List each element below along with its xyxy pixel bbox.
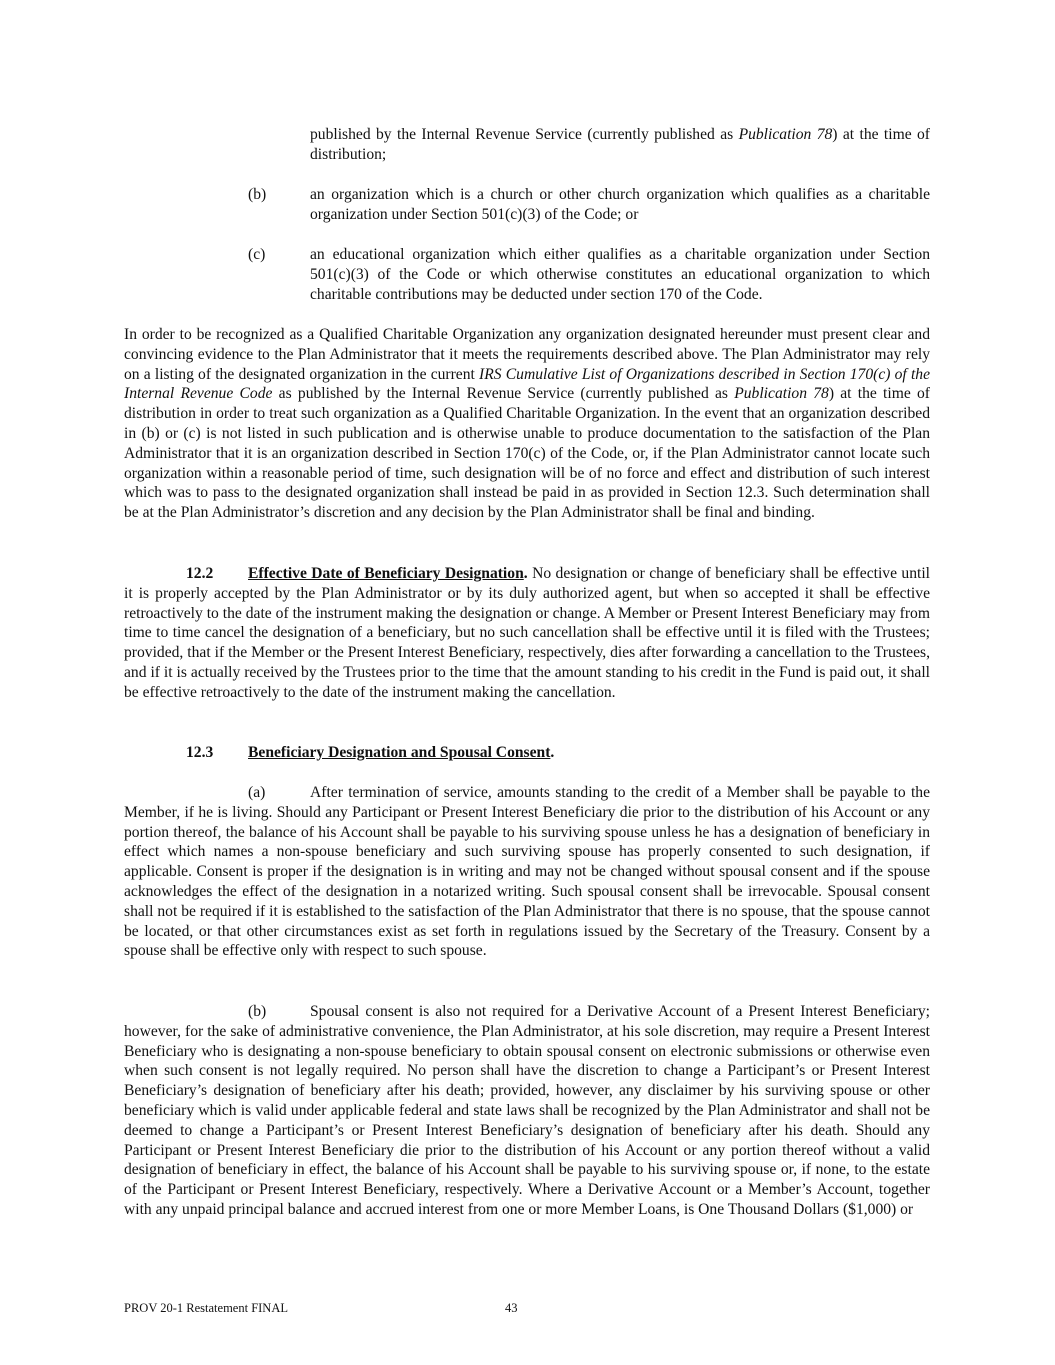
section-12-3-title: 12.3 Beneficiary Designation and Spousal Consent. [186,744,555,761]
footer-doc-id: PROV 20-1 Restatement FINAL [124,1301,288,1315]
section-12-3-heading: Beneficiary Designation and Spousal Consent [248,744,551,761]
continuation-text: published by the Internal Revenue Service (currently published as [310,126,739,143]
section-12-2: 12.2 Effective Date of Beneficiary Designation. No designation or change of beneficiary shall be effective until it is properly accepted by the Plan Administrator or by its duly authorized agent, but when so accepted it shall be effective retroactively to the date of the instrument making the designation or change. A Member or Present Interest Beneficiary may from time to time cancel the designation of a beneficiary, but no such cancellation shall be effective until it is filed with the Trustees; provided, that if the Member or the Present Interest Beneficiary, respectively, dies after forwarding a cancellation to the Trustees, and if it is actually received by the Trustees prior to the time that the amount standing to his credit in the Fund is paid out, it shall be effective retroactively to the date of the instrument making the cancellation. [124,565,930,701]
item-c-marker: (c) [248,246,266,263]
section-12-3-a [124,783,930,961]
section-12-2-body: No designation or change of beneficiary shall be effective until it is properly accepted by the Plan Administrator or by its duly authorized agent, but when so accepted it shall be effective retroactively to the date of the instrument making the designation or change. A Member or Present Interest Beneficiary may from time to time cancel the designation of a beneficiary, but no such cancellation shall be effective until it is filed with the Trustees; provided, that if the Member or the Present Interest Beneficiary, respectively, dies after forwarding a cancellation to the Trustees, and if it is actually received by the Trustees prior to the time that the amount standing to his credit in the Fund is paid out, it shall be effective retroactively to the date of the instrument making the cancellation. [124,565,930,701]
continuation-italic: Publication 78 [738,126,833,143]
publication-title: Publication 78 [734,385,829,403]
recognition-paragraph: In order to be recognized as a Qualified Charitable Organization any organization designated hereunder must present clear and convincing evidence to the Plan Administrator that it meets the requirements described above. The Plan Administrator may rely on a listing of the designated organization in the current IRS Cumulative List of Organizations described in Section 170(c) of the Internal Revenue Code as published by the Internal Revenue Service (currently published as Publication 78) at the time of distribution in order to treat such organization as a Qualified Charitable Organization. In the event that an organization described in (b) or (c) is not listed in such publication and is otherwise unable to produce documentation to the satisfaction of the Plan Administrator that it is an organization described in Section 170(c) of the Code, or, if the Plan Administrator cannot locate such organization within a reasonable period of time, such designation will be of no force and effect and distribution of such interest which was to pass to the designated organization shall instead be paid in as provided in Section 12.3. Such determination shall be at the Plan Administrator’s discretion and any decision by the Plan Administrator shall be final and binding. [124,326,930,522]
sub-b-text: Spousal consent is also not required for a Derivative Account of a Present Interest Beneficiary; however, for the sake of administrative convenience, the Plan Administrator, at his sole discretion, may require a Present Interest Beneficiary who is designating a non-spouse beneficiary to obtain spousal consent on electronic submissions or otherwise even when such consent is not legally required. No person shall have the discretion to change a Participant’s or Present Interest Beneficiary’s designation of beneficiary after his death; provided, however, any disclaimer by his surviving spouse or other beneficiary which is valid under applicable federal and state laws shall be recognized by the Plan Administrator and shall not be deemed to change a Participant’s or Present Interest Beneficiary’s designation of beneficiary after his death. Should any Participant or Present Interest Beneficiary die prior to the distribution of his Account or any portion thereof without a valid designation of beneficiary in effect, the balance of his Account shall be payable to his surviving spouse or, if none, to the estate of the Participant or Present Interest Beneficiary, respectively. Where a Derivative Account or a Member’s Account, together with any unpaid principal balance and accrued interest from one or more Member Loans, is One Thousand Dollars ($1,000) or [124,1003,930,1218]
continuation-item-a [310,125,930,165]
item-c-text: an educational organization which either qualifies as a charitable organization under Section 501(c)(3) of the Code or which otherwise constitutes an educational organization to which charitable contributions may be deducted under section 170 of the Code. [310,246,930,303]
section-12-3-number: 12.3 [186,744,214,761]
continuation-text-end: ) at the time of distribution; [310,126,930,163]
section-12-2-number: 12.2 [186,565,214,582]
item-b-marker: (b) [248,186,267,203]
section-12-3-b [124,1002,930,1220]
irs-list-title: IRS Cumulative List of Organizations described in Section 170(c) of the Internal Revenue Code [124,365,930,403]
item-b-text: an organization which is a church or other church organization which qualifies as a charitable organization under Section 501(c)(3) of the Code; or [310,186,930,223]
sub-b-marker: (b) [248,1003,267,1020]
footer-page-number: 43 [505,1301,518,1315]
section-12-2-heading: Effective Date of Beneficiary Designation [248,565,524,582]
sub-a-text: After termination of service, amounts standing to the credit of a Member shall be payable to the Member, if he is living. Should any Participant or Present Interest Beneficiary die prior to the distribution of his Account or any portion thereof, the balance of his Account shall be payable to his surviving spouse unless he has a designation of beneficiary in effect which names a non-spouse beneficiary and such surviving spouse has properly consented to such designation, if applicable. Consent is proper if the designation is in writing and may not be changed without spousal consent and if the spouse acknowledges the effect of the designation in a notarized writing. Such spousal consent shall be irrevocable. Spousal consent shall not be required if it is established to the satisfaction of the Plan Administrator that there is no spouse, that the spouse cannot be located, or that other circumstances exist as set forth in regulations issued by the Secretary of the Treasury. Consent by a spouse shall be effective only with respect to such spouse. [124,784,930,960]
sub-a-marker: (a) [248,784,266,801]
